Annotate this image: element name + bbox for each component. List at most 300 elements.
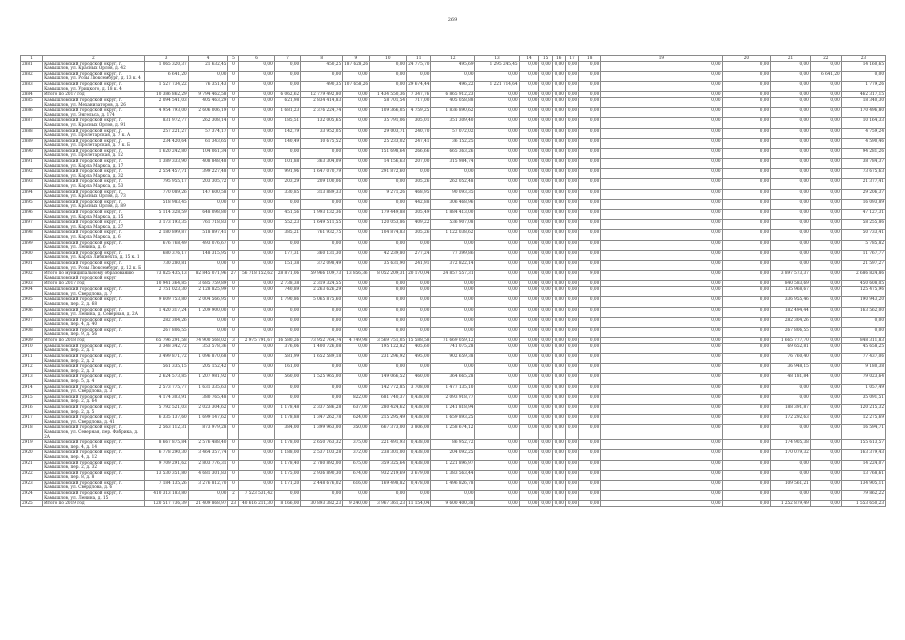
value-cell: 0 (228, 327, 239, 337)
value-cell: 0,00 (343, 199, 369, 209)
value-cell: 0,00 (552, 148, 565, 158)
table-row (21, 480, 886, 490)
value-cell: 0,00 (601, 425, 722, 440)
value-cell: 0,00 (565, 128, 578, 138)
value-cell: 0,00 (579, 61, 601, 71)
value-cell: 0,00 (771, 210, 811, 220)
value-cell: 4 681 301,83 (188, 470, 228, 480)
value-cell: 0,00 (601, 179, 722, 189)
value-cell: 0,00 (565, 491, 578, 501)
value-cell: 0,00 (475, 108, 519, 118)
row-number: 2908 (21, 327, 43, 337)
value-cell: 0,00 (369, 240, 407, 250)
address-cell: Камышловский городской округ, г. Камышлов, ул. Свердлова, д. 41 (43, 415, 145, 425)
value-cell: 1 699 147,62 (188, 415, 228, 425)
address-cell: Камышловский городской округ, г. Камышлов, ул. Красных Орлов, д. 73 (43, 189, 145, 199)
value-cell: 490,35 (301, 81, 343, 91)
value-cell: 741 075,28 (431, 343, 475, 353)
row-number: 2899 (21, 240, 43, 250)
value-cell: 0,00 (579, 220, 601, 230)
value-cell: 0,00 (771, 92, 811, 98)
value-cell: 0,00 (601, 230, 722, 240)
value-cell: 0,00 (601, 338, 722, 344)
address-cell: Камышловский городской округ, г. Камышлов, пер. 5, д. 4 (43, 374, 145, 384)
value-cell: 0,00 (475, 307, 519, 317)
value-cell: 0,00 (771, 394, 811, 404)
value-cell: 0,00 (810, 327, 841, 337)
value-cell: 0,00 (579, 450, 601, 460)
value-cell: 0 (228, 118, 239, 128)
value-cell: 460,00 (407, 374, 431, 384)
value-cell: 0,00 (188, 71, 228, 81)
value-cell: 65 796 291,58 (144, 338, 188, 344)
value-cell: 730 280,81 (144, 260, 188, 270)
value-cell: 0,00 (810, 128, 841, 138)
value-cell: 2 650 763,32 (301, 440, 343, 450)
value-cell: 0,00 (539, 61, 552, 71)
value-cell: 14 224,07 (841, 460, 885, 470)
value-cell: 0 (228, 71, 239, 81)
value-cell: 1 065 320,37 (144, 61, 188, 71)
value-cell: 0,00 (601, 460, 722, 470)
value-cell: 0,00 (239, 297, 274, 307)
value-cell: 0,00 (565, 138, 578, 148)
value-cell: 0,00 (810, 210, 841, 220)
value-cell: 0,00 (369, 307, 407, 317)
value-cell: 20 170,04 (407, 271, 431, 281)
value-cell: 0,00 (519, 159, 539, 169)
value-cell: 4 759,24 (841, 128, 885, 138)
value-cell: 59 966 109,73 (301, 271, 343, 281)
value-cell: 0,00 (369, 281, 407, 287)
value-cell: 0 (228, 460, 239, 470)
value-cell: 0,00 (239, 179, 274, 189)
value-cell: 372 822,14 (431, 260, 475, 270)
value-cell: 0,00 (810, 384, 841, 394)
value-cell: 0,00 (722, 327, 771, 337)
value-cell: 0,00 (301, 71, 343, 81)
value-cell: 0,00 (519, 317, 539, 327)
address-cell: Камышловский городской округ, г. Камышлов, пер. 2, д. 1 (43, 343, 145, 353)
value-cell: 0,00 (475, 148, 519, 158)
value-cell: 0,00 (475, 327, 519, 337)
table-row (21, 61, 886, 71)
value-cell: 0,00 (519, 297, 539, 307)
value-cell: 0,00 (579, 92, 601, 98)
value-cell: 616,00 (343, 480, 369, 490)
value-cell: 0,00 (552, 138, 565, 148)
value-cell: 0,00 (539, 281, 552, 287)
value-cell: 0,00 (475, 287, 519, 297)
value-cell: 16 580,26 (274, 338, 300, 344)
value-cell: 0,00 (539, 240, 552, 250)
value-cell: 0,00 (519, 364, 539, 374)
value-cell: 0 (228, 354, 239, 364)
value-cell: 0,00 (343, 108, 369, 118)
value-cell: 0,00 (369, 364, 407, 374)
value-cell: 0,00 (771, 384, 811, 394)
value-cell: 0,00 (579, 374, 601, 384)
value-cell: 0,00 (274, 384, 300, 394)
value-cell: 0,00 (539, 415, 552, 425)
value-cell: 0,00 (601, 394, 722, 404)
value-cell: 0,00 (552, 281, 565, 287)
value-cell: 0,00 (722, 307, 771, 317)
value-cell: 0,00 (810, 317, 841, 327)
value-cell: 552,23 (274, 220, 300, 230)
value-cell: 330,85 (274, 189, 300, 199)
value-cell: 0,00 (519, 343, 539, 353)
address-cell: Камышловский городской округ, г. Камышлов, пер. 2, д. 64 (43, 394, 145, 404)
value-cell: 0,00 (407, 297, 431, 307)
value-cell: 0,00 (601, 108, 722, 118)
value-cell: 0,00 (519, 425, 539, 440)
row-number: 2897 (21, 220, 43, 230)
value-cell: 142 772,85 (369, 384, 407, 394)
value-cell: 0,00 (565, 169, 578, 179)
value-cell: 2 834 414,83 (301, 97, 343, 107)
value-cell: 0,00 (274, 61, 300, 71)
value-cell: 45 658,25 (841, 343, 885, 353)
value-cell: 315 984,74 (431, 159, 475, 169)
value-cell: 0,00 (722, 384, 771, 394)
value-cell: 188 391,87 (771, 404, 811, 414)
value-cell: 0,00 (343, 260, 369, 270)
address-cell: Камышловский городской округ, г. Камышлов, пер. 2, д. 3 (43, 364, 145, 374)
table-row (21, 470, 886, 480)
value-cell: 0,00 (431, 491, 475, 501)
value-cell: 0,00 (810, 97, 841, 107)
value-cell: 0,00 (722, 460, 771, 470)
column-number: 3 (144, 56, 188, 62)
value-cell: 0,00 (343, 343, 369, 353)
value-cell: 0,00 (519, 128, 539, 138)
value-cell: 0,00 (239, 220, 274, 230)
value-cell: 621,98 (274, 97, 300, 107)
value-cell: 1 659 893,25 (431, 415, 475, 425)
value-cell: 0,00 (539, 118, 552, 128)
value-cell: 0,00 (539, 92, 552, 98)
row-number: 2892 (21, 169, 43, 179)
value-cell: 0,00 (343, 210, 369, 220)
value-cell: 0,00 (475, 317, 519, 327)
value-cell: 0,00 (565, 159, 578, 169)
value-cell: 1 178,88 (274, 415, 300, 425)
value-cell: 0,00 (475, 118, 519, 128)
value-cell: 0,00 (519, 374, 539, 384)
value-cell: 0,00 (343, 317, 369, 327)
value-cell: 3 173 193,35 (144, 220, 188, 230)
value-cell: 0,00 (239, 159, 274, 169)
value-cell: 0,00 (552, 108, 565, 118)
value-cell: 0,00 (771, 108, 811, 118)
value-cell: 16 594,71 (841, 425, 885, 440)
value-cell: 0,00 (810, 343, 841, 353)
address-cell: Камышловский городской округ, г. Камышлов, ул. Свердлова, д. 6 (43, 480, 145, 490)
value-cell: 0,00 (771, 189, 811, 199)
value-cell: 0,00 (301, 317, 343, 327)
row-number: 2909 (21, 338, 43, 344)
value-cell: 0 (228, 281, 239, 287)
table-row (21, 138, 886, 148)
value-cell: 3 897 573,37 (771, 271, 811, 281)
value-cell: 0,00 (239, 81, 274, 91)
value-cell: 2 128 825,99 (188, 287, 228, 297)
value-cell: 0,00 (539, 199, 552, 209)
value-cell: 717,00 (407, 97, 431, 107)
value-cell: 0,00 (722, 97, 771, 107)
value-cell: 9 794 462,58 (188, 92, 228, 98)
value-cell: 0,00 (565, 364, 578, 374)
value-cell: 0,00 (552, 118, 565, 128)
value-cell: 2 738,38 (274, 281, 300, 287)
value-cell: 42 239,80 (369, 250, 407, 260)
value-cell: 0,00 (239, 199, 274, 209)
value-cell: 0,00 (301, 394, 343, 404)
value-cell: 372,00 (343, 450, 369, 460)
address-cell: Камышловский городской округ, г. Камышлов, пер. 4, д. 40 (43, 317, 145, 327)
value-cell: 0,00 (539, 250, 552, 260)
value-cell: 1 258 674,12 (431, 425, 475, 440)
value-cell: 0,00 (343, 179, 369, 189)
value-cell: 6 062,62 (274, 92, 300, 98)
value-cell: 5 114 328,59 (144, 210, 188, 220)
value-cell: 0,00 (343, 71, 369, 81)
address-cell: Камышловский городской округ, г. Камышлов, ул. Энгельса, д. 174 (43, 108, 145, 118)
value-cell: 0,00 (539, 287, 552, 297)
value-cell: 0,00 (810, 61, 841, 71)
value-cell: 1 620 242,80 (144, 148, 188, 158)
value-cell: 2 576 488,40 (188, 440, 228, 450)
value-cell: 0,00 (343, 250, 369, 260)
value-cell: 0,00 (771, 128, 811, 138)
value-cell: 0 (228, 189, 239, 199)
value-cell: 170 496,80 (841, 108, 885, 118)
value-cell: 0,00 (369, 317, 407, 327)
value-cell: 3 (228, 338, 239, 344)
column-number: 21 (771, 56, 811, 62)
value-cell: 101,88 (274, 159, 300, 169)
value-cell: 1 383 563,44 (431, 470, 475, 480)
value-cell: 0,00 (601, 287, 722, 297)
value-cell: 0,00 (810, 108, 841, 118)
value-cell: 0,00 (239, 138, 274, 148)
value-cell: 0,00 (475, 440, 519, 450)
value-cell: 21 597,27 (841, 260, 885, 270)
value-cell: 0,00 (810, 460, 841, 470)
value-cell: 1 221 714,64 (475, 81, 519, 91)
value-cell: 0,00 (343, 364, 369, 374)
value-cell: 0,00 (841, 327, 885, 337)
value-cell: 0,00 (722, 81, 771, 91)
address-cell: Камышловский городской округ, г. Камышлов, ул. Механизаторов, д. 26 (43, 97, 145, 107)
value-cell: 0,00 (188, 317, 228, 327)
value-cell: 0,00 (519, 169, 539, 179)
value-cell: 10 164,33 (841, 118, 885, 128)
value-cell: 0,00 (301, 327, 343, 337)
value-cell: 1 347 262,78 (301, 415, 343, 425)
value-cell: 0,00 (601, 415, 722, 425)
value-cell: 0,00 (475, 354, 519, 364)
value-cell: 405 058,88 (431, 97, 475, 107)
value-cell: 665 363,26 (431, 148, 475, 158)
value-cell: 151 698,64 (369, 148, 407, 158)
value-cell: 0,00 (722, 108, 771, 118)
value-cell: 0,00 (565, 148, 578, 158)
table-row (21, 250, 886, 260)
value-cell: 3 499 871,72 (144, 354, 188, 364)
value-cell: 267 806,55 (144, 327, 188, 337)
value-cell: 0,00 (552, 250, 565, 260)
value-cell: 0,00 (771, 220, 811, 230)
value-cell: 0,00 (552, 159, 565, 169)
value-cell: 450,25 (301, 61, 343, 71)
value-cell: 0 (228, 480, 239, 490)
value-cell: 0,00 (771, 61, 811, 71)
value-cell: 10 941 364,85 (144, 281, 188, 287)
value-cell: 73 675,63 (841, 169, 885, 179)
value-cell: 0,00 (810, 307, 841, 317)
value-cell: 6 865 912,23 (431, 92, 475, 98)
value-cell: 82 845 071,96 (188, 271, 228, 281)
value-cell: 0,00 (539, 501, 552, 507)
value-cell: 0 (228, 287, 239, 297)
value-cell: 0,00 (475, 189, 519, 199)
value-cell: 0,00 (475, 92, 519, 98)
value-cell: 1 252 879,49 (771, 501, 811, 507)
value-cell: 35 791,06 (369, 118, 407, 128)
value-cell: 69 652,81 (771, 343, 811, 353)
value-cell: 0,00 (601, 384, 722, 394)
value-cell: 0,00 (722, 271, 771, 281)
value-cell: 0,00 (552, 81, 565, 91)
value-cell: 0,00 (475, 394, 519, 404)
value-cell: 0,00 (519, 220, 539, 230)
value-cell: 0,00 (552, 425, 565, 440)
value-cell: 648 098,80 (188, 210, 228, 220)
value-cell: 0,00 (565, 415, 578, 425)
value-cell: 359 325,64 (369, 460, 407, 470)
value-cell: 0,00 (565, 220, 578, 230)
value-cell: 0,00 (552, 128, 565, 138)
value-cell: 0,00 (539, 374, 552, 384)
value-cell: 1 207 981,92 (188, 374, 228, 384)
value-cell: 0,00 (601, 148, 722, 158)
value-cell: 0,00 (475, 491, 519, 501)
value-cell: 0,00 (552, 415, 565, 425)
value-cell: 282 304,26 (144, 317, 188, 327)
address-cell: Камышловский городской округ, г. Камышлов, ул. Пролетарская, д. 7 к. Б (43, 138, 145, 148)
value-cell: 0,00 (343, 384, 369, 394)
value-cell: 0,00 (343, 354, 369, 364)
value-cell: 2 537 103,28 (301, 450, 343, 460)
address-cell: Камышловский городской округ, г. Камышлов, ул. Карла Маркса, д. 15 (43, 210, 145, 220)
value-cell: 0,00 (539, 81, 552, 91)
value-cell: 0,00 (565, 470, 578, 480)
table-row (21, 374, 886, 384)
value-cell: 0,00 (539, 220, 552, 230)
value-cell: 0,00 (565, 61, 578, 71)
row-number: 2896 (21, 210, 43, 220)
value-cell: 0,00 (722, 199, 771, 209)
value-cell: 149 066,52 (369, 374, 407, 384)
value-cell: 0,00 (274, 148, 300, 158)
value-cell: 195 122,82 (369, 343, 407, 353)
value-cell: 581,99 (274, 354, 300, 364)
value-cell: 409,22 (407, 220, 431, 230)
value-cell: 1 496 826,78 (431, 480, 475, 490)
value-cell: 0 (228, 179, 239, 189)
value-cell: 0,00 (810, 491, 841, 501)
value-cell: 0,00 (810, 179, 841, 189)
address-cell: Камышловский городской округ, г. Камышлов, ул. Пролетарская, д. 7 к. А (43, 128, 145, 138)
value-cell: 0,00 (601, 169, 722, 179)
value-cell: 2 337 586,28 (301, 404, 343, 414)
value-cell: 0,00 (565, 287, 578, 297)
table-row (21, 343, 886, 353)
value-cell: 0,00 (579, 108, 601, 118)
value-cell: 0,00 (722, 179, 771, 189)
value-cell: 305,26 (407, 230, 431, 240)
value-cell: 1 096 870,68 (188, 354, 228, 364)
value-cell: 0,00 (407, 240, 431, 250)
table-row (21, 210, 886, 220)
value-cell: 21 632,45 (188, 61, 228, 71)
address-cell: Камышловский городской округ, г. Камышлов, пер. 2, д. 68 (43, 297, 145, 307)
value-cell: 0,00 (475, 220, 519, 230)
value-cell: 0,00 (301, 307, 343, 317)
value-cell: 0,00 (539, 450, 552, 460)
value-cell: 0 (228, 220, 239, 230)
value-cell: 1 399 963,00 (301, 425, 343, 440)
value-cell: 0,00 (552, 220, 565, 230)
value-cell: 109 366,05 (369, 108, 407, 118)
row-number: 2882 (21, 71, 43, 81)
value-cell: 0,00 (565, 108, 578, 118)
value-cell: 16 093,89 (841, 199, 885, 209)
value-cell: 0,00 (722, 374, 771, 384)
value-cell: 0,00 (810, 287, 841, 297)
value-cell: 0 (228, 169, 239, 179)
value-cell: 0,00 (539, 384, 552, 394)
value-cell: 0,00 (771, 491, 811, 501)
value-cell: 0,00 (601, 440, 722, 450)
value-cell: 0,00 (239, 460, 274, 470)
table-row (21, 97, 886, 107)
value-cell: 0,00 (771, 97, 811, 107)
value-cell: 0,00 (407, 317, 431, 327)
value-cell: 0,00 (552, 287, 565, 297)
value-cell: 94 281,26 (841, 148, 885, 158)
value-cell: 190 943,20 (841, 297, 885, 307)
table-row (21, 404, 886, 414)
row-number: 2901 (21, 260, 43, 270)
value-cell: 1 631 335,63 (188, 384, 228, 394)
value-cell: 9 271,26 (369, 189, 407, 199)
value-cell: 0,00 (771, 250, 811, 260)
value-cell: 0,00 (565, 343, 578, 353)
value-cell: 1 178,00 (274, 440, 300, 450)
address-cell: Камышловский городской округ, г. Камышлов, ул. Урицкого, д. 18 к. 4 (43, 81, 145, 91)
value-cell: 0,00 (579, 97, 601, 107)
address-cell: Камышловский городской округ, г. Камышлов, ул. Карла Маркса, д. 53 (43, 179, 145, 189)
value-cell: 0,00 (539, 230, 552, 240)
value-cell: 450 608,05 (841, 281, 885, 287)
value-cell: 380 765,48 (188, 394, 228, 404)
value-cell: 27 (228, 271, 239, 281)
value-cell: 0,00 (539, 460, 552, 470)
value-cell: 0,00 (274, 81, 300, 91)
